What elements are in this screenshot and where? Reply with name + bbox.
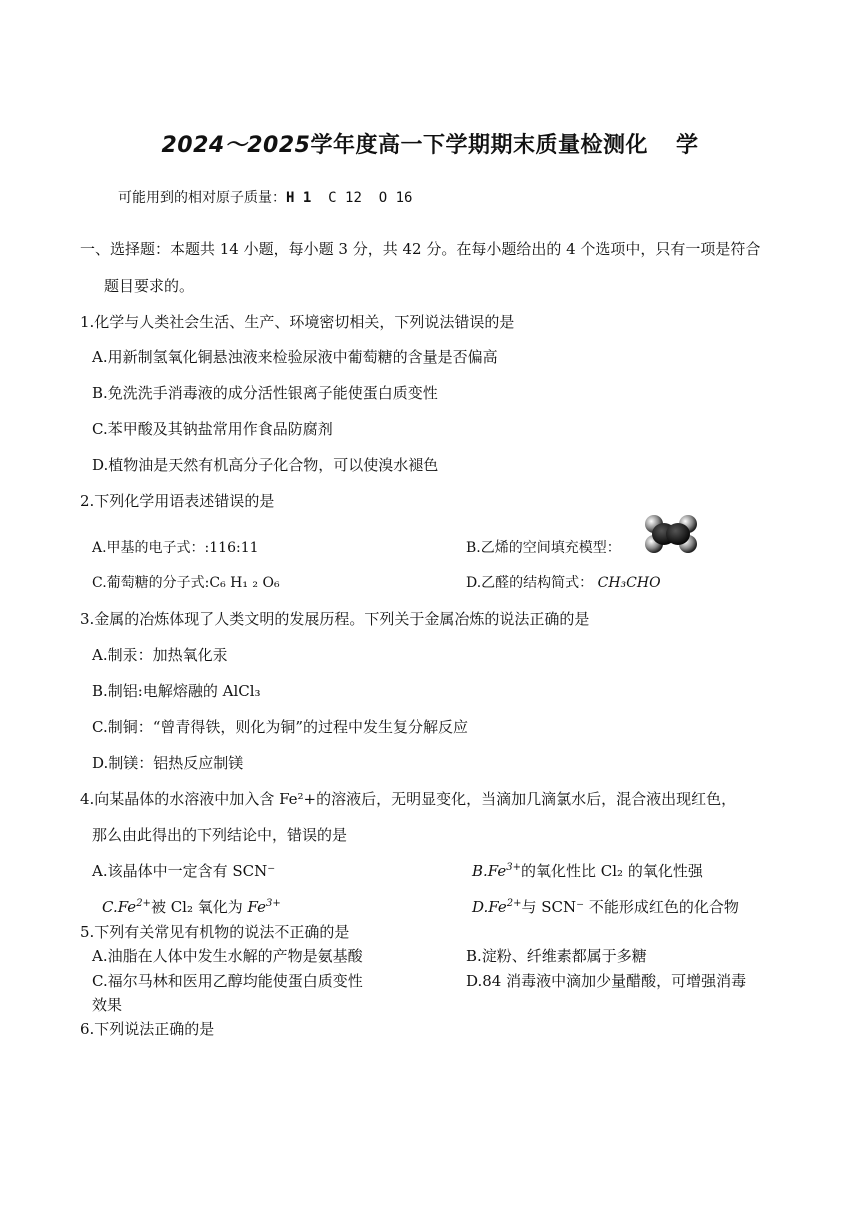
exam-title [0,128,860,159]
q1-stem: 1.化学与人类社会生活、生产、环境密切相关，下列说法错误的是 [80,313,515,331]
q1-option-d: D.植物油是天然有机高分子化合物，可以使溴水褪色 [92,456,439,474]
q3-option-b: B.制铝:电解熔融的 AlCl₃ [92,682,261,700]
mass-o: O 16 [378,190,413,206]
q3-option-a: A.制汞：加热氧化汞 [92,646,228,664]
q4-stem: 4.向某晶体的水溶液中加入含 Fe²+的溶液后，无明显变化，当滴加几滴氯水后，混合液出现红色， [80,790,737,808]
section-instructions-cont: 题目要求的。 [104,277,195,295]
ethylene-space-filling-model-icon [642,514,700,554]
title-tail: 学 [675,133,699,158]
section-instructions: 一、选择题：本题共 14 小题，每小题 3 分，共 42 分。在每小题给出的 4 个选项中，只有一项是符合 [80,240,761,258]
q5-option-b: B.淀粉、纤维素都属于多糖 [466,947,647,965]
atomic-masses: 可能用到的相对原子质量：H 1 C 12 O 16 [118,190,413,206]
q1-option-b: B.免洗洗手消毒液的成分活性银离子能使蛋白质变性 [92,384,438,402]
q4-option-b: $B.Fe^{3+}$的氧化性比 Cl₂ 的氧化性强 [472,862,703,880]
mass-c: C 12 [328,190,362,206]
q1-option-a: A.用新制氢氧化铜悬浊液来检验尿液中葡萄糖的含量是否偏高 [92,348,498,366]
q3-option-d: D.制镁：铝热反应制镁 [92,754,244,772]
q2-option-c: C.葡萄糖的分子式:C₆ H₁ ₂ O₆ [92,575,280,591]
acetaldehyde-formula: CH₃CHO [597,575,661,591]
q5-option-d: D.84 消毒液中滴加少量醋酸，可增强消毒 [466,972,747,990]
q3-option-c: C.制铜：“曾青得铁，则化为铜”的过程中发生复分解反应 [92,718,469,736]
q5-stem: 5.下列有关常见有机物的说法不正确的是 [80,923,350,941]
q4-stem-cont: 那么由此得出的下列结论中，错误的是 [92,826,348,844]
q2-stem: 2.下列化学用语表述错误的是 [80,492,275,510]
title-main: 学年度高一下学期期末质量检测化 [310,133,648,158]
q5-option-c: C.福尔马林和医用乙醇均能使蛋白质变性 [92,972,363,990]
title-year: 2024～2025 [161,133,311,158]
q2-option-d: D.乙醛的结构简式： CH₃CHO [466,575,661,591]
q4-option-c: $C.Fe^{2+}$被 Cl₂ 氧化为 $Fe^{3+}$ [102,898,281,916]
q1-option-c: C.苯甲酸及其钠盐常用作食品防腐剂 [92,420,333,438]
q6-stem: 6.下列说法正确的是 [80,1020,215,1038]
q5-option-c-cont: 效果 [92,996,123,1014]
q4-option-d: $D.Fe^{2+}$与 SCN⁻ 不能形成红色的化合物 [472,898,739,916]
q3-stem: 3.金属的冶炼体现了人类文明的发展历程。下列关于金属冶炼的说法正确的是 [80,610,590,628]
q5-option-a: A.油脂在人体中发生水解的产物是氨基酸 [92,947,363,965]
q2-option-a: A.甲基的电子式：:116:11 [92,540,259,556]
q2-option-b: B.乙烯的空间填充模型： [466,538,621,558]
mass-h: H 1 [286,190,312,206]
q4-option-a: A.该晶体中一定含有 SCN⁻ [92,862,276,880]
